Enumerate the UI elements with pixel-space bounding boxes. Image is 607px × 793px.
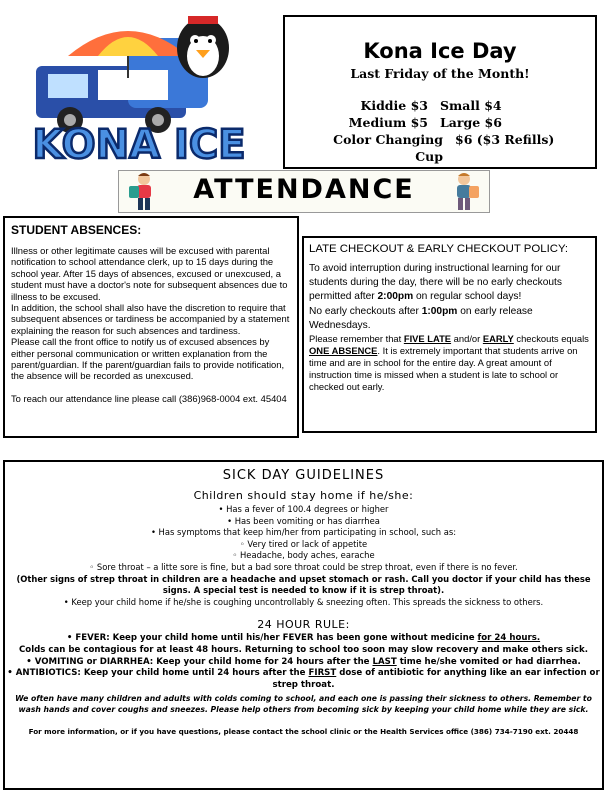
checkout-paragraph <box>309 333 590 393</box>
child-walking-icon <box>123 172 165 212</box>
emphasis: FIVE LATE <box>403 333 452 345</box>
child-walking-icon <box>443 172 485 212</box>
emphasis: ONE ABSENCE <box>309 345 378 357</box>
rule-title: 24 HOUR RULE: <box>257 618 350 632</box>
guideline-item: ◦ Sore throat – a litte sore is fine, but a bad sore throat could be strep throat, even if there is no fever. <box>89 561 518 572</box>
late-checkout-section <box>302 236 597 433</box>
rule-fever <box>5 633 602 645</box>
price-right: $6 ($3 Refills) <box>455 132 555 147</box>
section-title: SICK DAY GUIDELINES <box>222 468 385 483</box>
time-value: 2:00pm <box>377 291 414 303</box>
text: on regular school days! <box>413 291 522 303</box>
rule-antibiotics <box>5 668 602 691</box>
attendance-line-info: To reach our attendance line please call (386)968-0004 ext. 45404 <box>11 392 287 404</box>
text: checkouts equals <box>513 333 589 345</box>
logo-text: KONA ICE <box>32 122 246 164</box>
text: No early checkouts after <box>309 305 422 317</box>
kona-ice-logo <box>8 8 270 164</box>
text: dose of antibiotic for anything like an ear infection or strep throat. <box>272 668 600 690</box>
text: Please remember that <box>309 333 404 345</box>
guideline-item: • Has been vomiting or has diarrhea <box>227 515 380 526</box>
kona-subtitle: Last Friday of the Month! <box>350 66 530 81</box>
text: • VOMITING or DIARRHEA: Keep your child home for 24 hours after the <box>26 656 373 667</box>
text: • FEVER: Keep your child home until his/her FEVER has been gone without medicine <box>66 633 478 644</box>
rule-vomiting <box>5 657 602 669</box>
text: . It is extremely important that students arrive on time and are in school for the entire day. A great amount of instruction time is missed when a student is late to school or checked out early. <box>309 345 578 393</box>
price-row <box>285 114 595 131</box>
checkout-paragraph <box>309 305 590 333</box>
price-row <box>285 131 595 165</box>
emphasis: FIRST <box>308 668 337 679</box>
text: time he/she vomited or had diarrhea. <box>396 656 581 667</box>
attendance-banner <box>118 170 490 213</box>
price-list <box>285 97 595 165</box>
price-left: Medium $5 <box>348 115 428 130</box>
price-row <box>285 97 595 114</box>
absences-paragraph: In addition, the school shall also have the discretion to require that subsequent absences or tardiness be accompanied by a statement explaining the reason for such absences and tardiness. <box>11 302 290 336</box>
price-right: Small $4 <box>440 98 502 113</box>
emphasis: LAST <box>372 656 397 667</box>
text: To avoid interruption during instructional learning for our students during the day, there will be no early checkouts permitted after <box>309 263 562 303</box>
sick-day-guidelines-section <box>3 460 604 790</box>
student-absences-section <box>3 216 299 438</box>
guideline-item: • Keep your child home if he/she is coughing uncontrollably & sneezing often. This spreads the sickness to others. <box>63 596 544 607</box>
price-left: Color Changing Cup <box>333 132 443 164</box>
text: • ANTIBIOTICS: Keep your child home until 24 hours after the <box>7 668 309 679</box>
guideline-note: (Other signs of strep throat in children are a headache and upset stomach or rash. Call you doctor if your child has these signs. A special test is needed to know if it is strep throat). <box>16 573 591 596</box>
absences-paragraph: Please call the front office to notify us of excused absences by either personal communication or written explanation from the parent/guardian. If the parent/guardian fails to provide notification, the absence will be recorded as unexcused. <box>11 336 285 382</box>
contact-info: For more information, or if you have questions, please contact the school clinic or the Health Services office (386) 734-7190 ext. 20448 <box>28 727 579 737</box>
guideline-item: ◦ Headache, body aches, earache <box>232 550 375 561</box>
price-left: Kiddie $3 <box>360 98 428 113</box>
kona-title: Kona Ice Day <box>363 39 517 63</box>
checkout-paragraph <box>309 262 590 305</box>
text: on early release Wednesdays. <box>309 305 533 331</box>
rule-contagious: Colds can be contagious for at least 48 hours. Returning to school too soon may slow recovery and make others sick. <box>18 644 589 655</box>
guideline-item: • Has symptoms that keep him/her from participating in school, such as: <box>150 527 457 538</box>
attendance-title: ATTENDANCE <box>193 174 415 205</box>
text: and/or <box>451 333 483 345</box>
price-right: Large $6 <box>440 115 502 130</box>
section-subtitle: Children should stay home if he/she: <box>193 489 414 502</box>
guideline-item: • Has a fever of 100.4 degrees or higher <box>218 504 389 514</box>
emphasis: EARLY <box>482 333 514 345</box>
section-title: LATE CHECKOUT & EARLY CHECKOUT POLICY: <box>309 243 569 255</box>
absences-paragraph: Illness or other legitimate causes will be excused with parental notification to school attendance clerk, up to 15 days during the school year. After 15 days of absences, excused or unexcused, a student must have a doctor's note for subsequent absences due to illness to be excused. <box>11 245 288 302</box>
hygiene-note: We often have many children and adults with colds coming to school, and each one is passing their sickness to others. Remember to wash hands and cover coughs and sneezes. Please help others from becoming sick by keeping your child home while they are sick. <box>15 694 592 714</box>
guideline-item: ◦ Very tired or lack of appetite <box>239 538 368 549</box>
emphasis: for 24 hours. <box>477 633 541 644</box>
time-value: 1:00pm <box>421 305 458 317</box>
kona-ice-day-box <box>283 15 597 169</box>
section-title: STUDENT ABSENCES: <box>11 223 142 237</box>
